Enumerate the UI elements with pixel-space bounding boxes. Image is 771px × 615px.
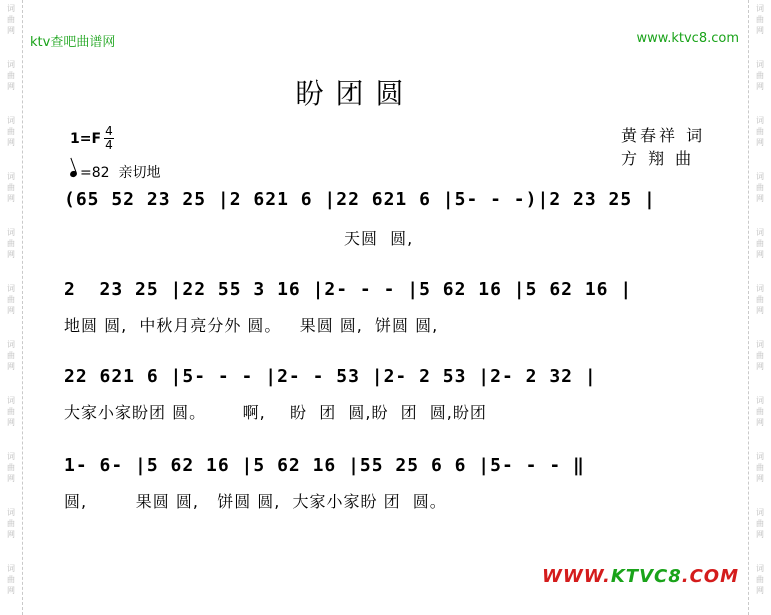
- watermark-glyph: 网: [756, 362, 764, 371]
- watermark-glyph: 曲: [756, 295, 764, 304]
- quarter-note-icon: [69, 170, 78, 178]
- watermark-glyph: 网: [756, 138, 764, 147]
- watermark-glyph: 词: [7, 60, 15, 69]
- watermark-glyph: 网: [7, 306, 15, 315]
- watermark-glyph: 词: [7, 508, 15, 517]
- watermark-glyph: 网: [7, 586, 15, 595]
- watermark-glyph: 曲: [756, 463, 764, 472]
- watermark-glyph: 曲: [7, 519, 15, 528]
- watermark-glyph: 曲: [7, 71, 15, 80]
- watermark-glyph: 网: [756, 418, 764, 427]
- watermark-glyph: 网: [7, 362, 15, 371]
- watermark-glyph: 词: [756, 60, 764, 69]
- watermark-glyph: 曲: [7, 127, 15, 136]
- watermark-glyph: 词: [7, 116, 15, 125]
- watermark-glyph: 曲: [756, 71, 764, 80]
- watermark-glyph: 曲: [756, 407, 764, 416]
- watermark-glyph: 曲: [7, 239, 15, 248]
- watermark-glyph: 词: [756, 284, 764, 293]
- watermark-glyph: 网: [756, 530, 764, 539]
- watermark-glyph: 词: [756, 564, 764, 573]
- watermark-glyph: 曲: [7, 15, 15, 24]
- watermark-glyph: 网: [7, 250, 15, 259]
- watermark-glyph: 曲: [756, 183, 764, 192]
- site-url-right: www.ktvc8.com: [636, 31, 739, 46]
- notation-row-4: 1- 6- |5 62 16 |5 62 16 |55 25 6 6 |5- - - ‖: [64, 455, 585, 476]
- watermark-glyph: 词: [7, 4, 15, 13]
- composer-credit: 方 翔 曲: [621, 149, 695, 168]
- time-bottom: 4: [105, 138, 113, 152]
- watermark-glyph: 网: [756, 194, 764, 203]
- watermark-glyph: 曲: [756, 519, 764, 528]
- watermark-glyph: 词: [756, 340, 764, 349]
- watermark-glyph: 网: [7, 418, 15, 427]
- watermark-glyph: 曲: [756, 15, 764, 24]
- lyrics-row-1: 天圆 圆,: [64, 229, 414, 248]
- watermark-glyph: 词: [756, 228, 764, 237]
- site-logo: WWW.KTVC8.COM: [542, 566, 740, 587]
- watermark-glyph: 曲: [756, 575, 764, 584]
- watermark-glyph: 网: [7, 530, 15, 539]
- watermark-glyph: 词: [7, 172, 15, 181]
- watermark-glyph: 曲: [756, 239, 764, 248]
- watermark-glyph: 词: [756, 452, 764, 461]
- tempo-value: =82: [80, 165, 110, 181]
- watermark-glyph: 网: [7, 194, 15, 203]
- watermark-glyph: 曲: [7, 351, 15, 360]
- watermark-glyph: 曲: [7, 295, 15, 304]
- watermark-glyph: 曲: [7, 407, 15, 416]
- watermark-glyph: 曲: [756, 351, 764, 360]
- watermark-glyph: 网: [756, 586, 764, 595]
- watermark-glyph: 网: [7, 138, 15, 147]
- watermark-glyph: 词: [756, 116, 764, 125]
- lyrics-row-4: 圆, 果圆 圆, 饼圆 圆, 大家小家盼 团 圆。: [64, 492, 447, 511]
- watermark-glyph: 词: [7, 284, 15, 293]
- watermark-glyph: 词: [756, 172, 764, 181]
- notation-row-1: (65 52 23 25 |2 621 6 |22 621 6 |5- - -)|2 23 25 |: [64, 189, 656, 210]
- watermark-glyph: 网: [7, 474, 15, 483]
- watermark-glyph: 网: [7, 26, 15, 35]
- tempo-expression: 亲切地: [118, 165, 161, 181]
- watermark-glyph: 网: [7, 82, 15, 91]
- watermark-glyph: 网: [756, 306, 764, 315]
- watermark-glyph: 曲: [7, 575, 15, 584]
- watermark-glyph: 网: [756, 26, 764, 35]
- lyrics-row-2: 地圆 圆, 中秋月亮分外 圆。 果圆 圆, 饼圆 圆,: [64, 316, 439, 335]
- watermark-glyph: 词: [756, 396, 764, 405]
- lyricist-credit: 黄春祥 词: [621, 126, 706, 145]
- watermark-glyph: 曲: [7, 463, 15, 472]
- time-top: 4: [105, 124, 113, 138]
- watermark-glyph: 网: [756, 250, 764, 259]
- watermark-glyph: 词: [7, 228, 15, 237]
- watermark-glyph: 词: [756, 4, 764, 13]
- notation-row-3: 22 621 6 |5- - - |2- - 53 |2- 2 53 |2- 2 32 |: [64, 366, 597, 387]
- key-signature: 1=F: [70, 131, 102, 147]
- tempo-marking: [70, 162, 160, 182]
- site-name-left: ktv查吧曲谱网: [30, 35, 116, 50]
- watermark-glyph: 词: [756, 508, 764, 517]
- watermark-glyph: 曲: [756, 127, 764, 136]
- watermark-glyph: 词: [7, 564, 15, 573]
- watermark-glyph: 词: [7, 396, 15, 405]
- watermark-glyph: 曲: [7, 183, 15, 192]
- song-title: 盼团圆: [295, 77, 416, 110]
- time-signature: [104, 125, 114, 152]
- watermark-glyph: 词: [7, 452, 15, 461]
- watermark-glyph: 网: [756, 474, 764, 483]
- right-watermark-strip: [748, 0, 771, 615]
- lyrics-row-3: 大家小家盼团 圆。 啊, 盼 团 圆,盼 团 圆,盼团: [64, 403, 487, 422]
- watermark-glyph: 词: [7, 340, 15, 349]
- watermark-glyph: 网: [756, 82, 764, 91]
- notation-row-2: 2 23 25 |22 55 3 16 |2- - - |5 62 16 |5 62 16 |: [64, 279, 633, 300]
